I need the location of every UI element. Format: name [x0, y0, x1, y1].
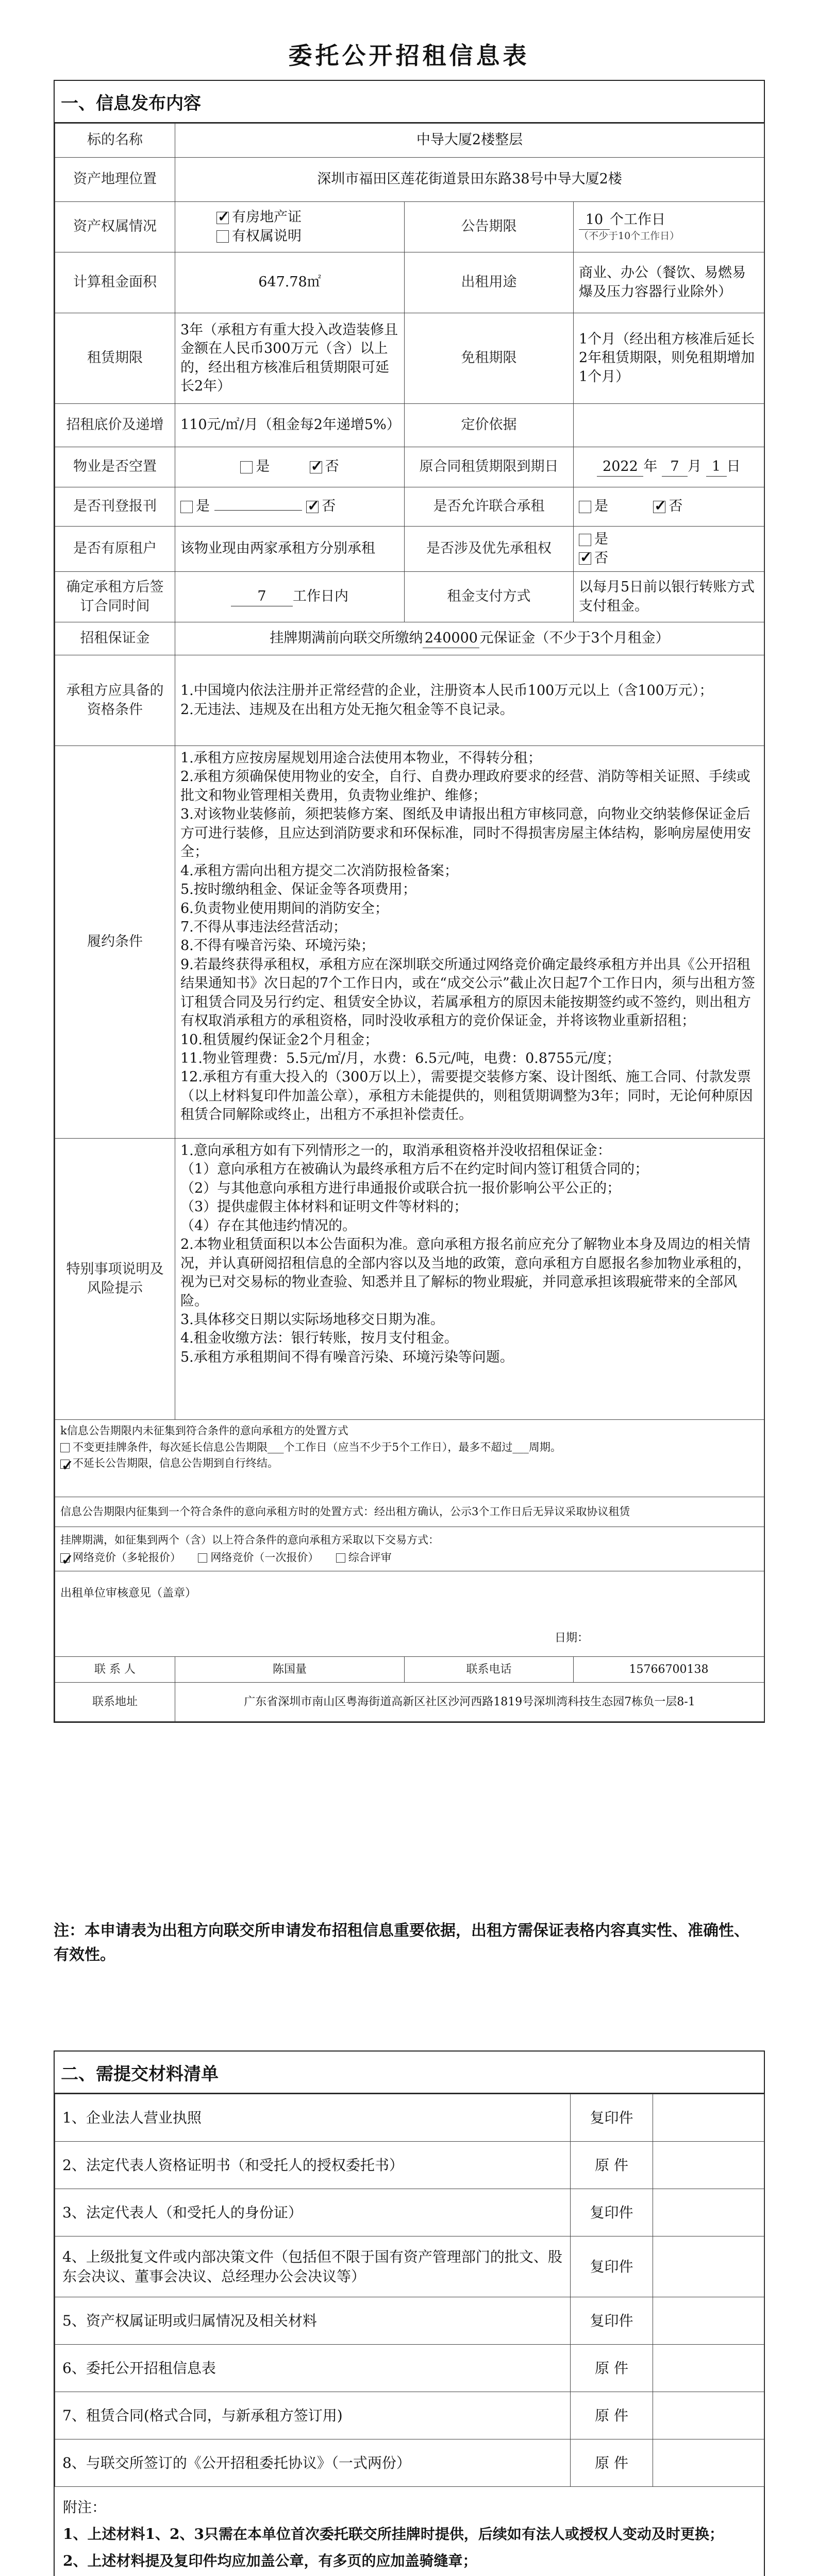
deposit-value — [175, 622, 764, 655]
qualification-value — [175, 655, 764, 746]
form-title: 委托公开招租信息表 — [288, 42, 530, 70]
material-name: 2、法定代表人资格证明书（和受托人的授权委托书） — [55, 2142, 571, 2189]
name-value: 中导大厦2楼整层 — [175, 124, 764, 158]
material-name: 3、法定代表人（和受托人的身份证） — [55, 2189, 571, 2236]
expiry-y: 年 — [643, 458, 658, 474]
bid-opt2-label: 网络竞价（一次报价） — [210, 1551, 319, 1564]
announce-unit: 个工作日 — [610, 211, 665, 228]
address-value: 广东省深圳市南山区粤海街道高新区社区沙河西路1819号深圳湾科技生态园7栋负一层8-1 — [175, 1683, 764, 1722]
area-label: 计算租金面积 — [55, 252, 175, 313]
tenant-label: 是否有原租户 — [55, 527, 175, 572]
special-label: 特别事项说明及风险提示 — [55, 1139, 175, 1420]
vacant-options — [175, 447, 405, 487]
deposit-prefix: 挂牌期满前向联交所缴纳 — [270, 630, 423, 646]
special-line: 4.租金收缴方法：银行转账，按月支付租金。 — [180, 1330, 458, 1347]
section-info-content — [54, 80, 765, 1723]
qualification-line: 2.无违法、违规及在出租方处无拖欠租金等不良记录。 — [180, 701, 514, 718]
special-line: （3）提供虚假主体材料和证明文件等材料的； — [180, 1199, 468, 1215]
sign-days: 7 — [231, 587, 293, 606]
joint-no-checkbox[interactable] — [653, 501, 665, 513]
free-label: 免租期限 — [405, 313, 574, 404]
contact-label: 联 系 人 — [55, 1657, 175, 1683]
priority-yes-checkbox[interactable] — [579, 534, 591, 546]
bid-opt3-label: 综合评审 — [348, 1551, 392, 1564]
special-line: 5.承租方承租期间不得有噪音污染、环境污染等问题。 — [180, 1349, 514, 1365]
expiry-day: 1 — [706, 457, 727, 477]
approval-cell — [55, 1571, 764, 1657]
material-name: 1、企业法人营业执照 — [55, 2094, 571, 2142]
ownership-opt1-label: 有房地产证 — [232, 209, 302, 226]
vacant-label: 物业是否空置 — [55, 447, 175, 487]
priority-yes-label: 是 — [594, 531, 608, 548]
sign-label: 确定承租方后签订合同时间 — [55, 572, 175, 622]
expiry-d: 日 — [726, 458, 741, 474]
material-check[interactable] — [653, 2094, 764, 2142]
performance-value — [175, 746, 764, 1139]
use-value: 商业、办公（餐饮、易燃易爆及压力容器行业除外） — [574, 252, 764, 313]
section-materials — [54, 2050, 765, 2576]
bid-opt1-label: 网络竞价（多轮报价） — [73, 1551, 181, 1564]
price-value: 110元/㎡/月（租金每2年递增5%） — [175, 404, 405, 447]
priority-label: 是否涉及优先承租权 — [405, 527, 574, 572]
address-label: 联系地址 — [55, 1683, 175, 1722]
performance-line: 12.承租方有重大投入的（300万以上），需要提交装修方案、设计图纸、施工合同、付款发票（以上材料复印件加盖公章），承租方未能提供的，则租赁期调整为3年；同时，无论何种原因租赁合同解除或终止，出租方不承担补偿责任。 — [180, 1069, 753, 1123]
material-name: 8、与联交所签订的《公开招租委托协议》（一式两份） — [55, 2439, 571, 2487]
special-value — [175, 1139, 764, 1420]
single-bidder-handling: 信息公告期限内征集到一个符合条件的意向承租方时的处置方式：经出租方确认，公示3个工作日后无异议采取协议租赁 — [55, 1497, 764, 1527]
joint-options — [574, 487, 764, 527]
bid-opt3-checkbox[interactable] — [336, 1553, 345, 1563]
k-opt1-label: 不变更挂牌条件，每次延长信息公告期限___个工作日（应当不少于5个工作日），最多不超过___周期。 — [73, 1440, 561, 1453]
sign-unit: 工作日内 — [293, 588, 348, 604]
area-value: 647.78㎡ — [175, 252, 405, 313]
material-check[interactable] — [653, 2142, 764, 2189]
expiry-value — [574, 447, 764, 487]
bid-title: 挂牌期满，如征集到两个（含）以上符合条件的意向承租方采取以下交易方式： — [60, 1533, 439, 1546]
tenant-value: 该物业现由两家承租方分别承租 — [175, 527, 405, 572]
sign-value — [175, 572, 405, 622]
expiry-label: 原合同租赁期限到期日 — [405, 447, 574, 487]
k-opt2-checkbox[interactable] — [60, 1460, 70, 1469]
k-opt2-label: 不延长公告期限，信息公告期到自行终结。 — [73, 1457, 278, 1469]
section2-heading: 二、需提交材料清单 — [55, 2052, 764, 2094]
payment-value: 以每月5日前以银行转账方式支付租金。 — [574, 572, 764, 622]
listed-yes-label: 是 — [196, 498, 210, 515]
location-label: 资产地理位置 — [55, 158, 175, 202]
announce-note: （不少于10个工作日） — [579, 230, 680, 242]
pricing-basis-value — [574, 404, 764, 447]
table-note: 注：本申请表为出租方向联交所申请发布招租信息重要依据，出租方需保证表格内容真实性、准确性、有效性。 — [54, 1922, 749, 1964]
expiry-handling — [55, 1420, 764, 1497]
performance-line: 8.不得有噪音污染、环境污染； — [180, 938, 375, 954]
material-check[interactable] — [653, 2236, 764, 2297]
material-name: 4、上级批复文件或内部决策文件（包括但不限于国有资产管理部门的批文、股东会决议、董事会决议、总经理办公会决议等） — [55, 2236, 571, 2297]
material-name: 7、租赁合同(格式合同，与新承租方签订用) — [55, 2392, 571, 2439]
material-type: 原 件 — [571, 2392, 653, 2439]
payment-label: 租金支付方式 — [405, 572, 574, 622]
performance-line: 11.物业管理费：5.5元/㎡/月，水费：6.5元/吨，电费：0.8755元/度； — [180, 1050, 621, 1066]
location-value: 深圳市福田区莲花街道景田东路38号中导大厦2楼 — [175, 158, 764, 202]
vacant-no-checkbox[interactable] — [310, 461, 322, 473]
priority-no-checkbox[interactable] — [579, 552, 591, 565]
material-check[interactable] — [653, 2189, 764, 2236]
pricing-basis-label: 定价依据 — [405, 404, 574, 447]
special-line: 3.具体移交日期以实际场地移交日期为准。 — [180, 1311, 444, 1328]
section1-heading: 一、信息发布内容 — [55, 81, 764, 123]
material-check[interactable] — [653, 2345, 764, 2392]
deposit-label: 招租保证金 — [55, 622, 175, 655]
bid-opt2-checkbox[interactable] — [198, 1553, 207, 1563]
date-label: 日期： — [554, 1632, 589, 1645]
announce-value-cell — [574, 202, 764, 252]
performance-line: 2.承租方须确保使用物业的安全，自行、自费办理政府要求的经营、消防等相关证照、手续或批文和物业管理相关费用，负责物业维护、维修； — [180, 769, 750, 804]
material-type: 复印件 — [571, 2236, 653, 2297]
priority-no-label: 否 — [594, 550, 608, 566]
joint-label: 是否允许联合承租 — [405, 487, 574, 527]
performance-line: 7.不得从事违法经营活动； — [180, 919, 347, 935]
special-line: （4）存在其他违约情况的。 — [180, 1217, 357, 1234]
phone-label: 联系电话 — [405, 1657, 574, 1683]
attach-title: 附注： — [63, 2499, 107, 2516]
free-value: 1个月（经出租方核准后延长2年租赁期限，则免租期增加1个月） — [574, 313, 764, 404]
listed-options — [175, 487, 405, 527]
name-label: 标的名称 — [55, 124, 175, 158]
expiry-m: 月 — [688, 458, 702, 474]
performance-line: 9.若最终获得承租权，承租方应在深圳联交所通过网络竞价确定最终承租方并出具《公开招租结果通知书》次日起的7个工作日内，或在“成交公示”截止次日起7个工作日内，须与出租方签订租赁合同及另行约定、租赁安全协议，若属承租方的原因未能按期签约或不签约，则出租方有权取消承租方的承租资格，同时没收承租方的竞价保证金，并将该物业重新招租； — [180, 956, 755, 1029]
material-name: 5、资产权属证明或归属情况及相关材料 — [55, 2297, 571, 2345]
lease-label: 租赁期限 — [55, 313, 175, 404]
k-title: k信息公告期限内未征集到符合条件的意向承租方的处置方式 — [60, 1425, 348, 1437]
ownership-statement-checkbox[interactable] — [216, 230, 229, 243]
material-check[interactable] — [653, 2297, 764, 2345]
special-line: 1.意向承租方如有下列情形之一的，取消承租资格并没收招租保证金： — [180, 1143, 611, 1159]
performance-label: 履约条件 — [55, 746, 175, 1139]
qualification-line: 1.中国境内依法注册并正常经营的企业，注册资本人民币100万元以上（含100万元）； — [180, 683, 713, 699]
deposit-amount: 240000 — [423, 629, 479, 648]
bid-method — [55, 1527, 764, 1571]
performance-line: 3.对该物业装修前，须把装修方案、图纸及申请报出租方审核同意，向物业交纳装修保证金后方可进行装修，且应达到消防要求和环保标准，同时不得损害房屋主体结构，影响房屋使用安全； — [180, 806, 751, 860]
listed-no-label: 否 — [322, 498, 336, 515]
listed-yes-checkbox[interactable] — [180, 501, 193, 513]
listed-label: 是否刊登报刊 — [55, 487, 175, 527]
ownership-options — [175, 202, 405, 252]
vacant-no-label: 否 — [325, 459, 339, 475]
vacant-yes-label: 是 — [256, 459, 270, 475]
phone-value: 15766700138 — [574, 1657, 764, 1683]
special-line: 2.本物业租赁面积以本公告面积为准。意向承租方报名前应充分了解物业本身及周边的相关情况，并认真研阅招租信息的全部内容以及当地的政策，意向承租方自愿报名参加物业承租的，视为已对交易标的物业查验、知悉并且了解标的物业瑕疵，并同意承担该瑕疵带来的全部风险。 — [180, 1236, 751, 1309]
qualification-label: 承租方应具备的资格条件 — [55, 655, 175, 746]
material-type: 复印件 — [571, 2094, 653, 2142]
material-check[interactable] — [653, 2439, 764, 2487]
info-table — [55, 123, 764, 1722]
performance-line: 4.承租方需向出租方提交二次消防报检备案； — [180, 862, 458, 879]
expiry-year: 2022 — [597, 457, 643, 477]
approval-label: 出租单位审核意见（盖章） — [60, 1587, 197, 1600]
performance-line: 10.租赁履约保证金2个月租金； — [180, 1031, 379, 1048]
joint-yes-checkbox[interactable] — [579, 501, 591, 513]
announce-label: 公告期限 — [405, 202, 574, 252]
material-type: 原 件 — [571, 2439, 653, 2487]
k-opt1-checkbox[interactable] — [60, 1443, 70, 1452]
performance-line: 1.承租方应按房屋规划用途合法使用本物业，不得转分租； — [180, 750, 542, 766]
performance-line: 5.按时缴纳租金、保证金等各项费用； — [180, 882, 416, 898]
bid-opt1-checkbox[interactable] — [60, 1553, 70, 1563]
material-check[interactable] — [653, 2392, 764, 2439]
material-type: 原 件 — [571, 2142, 653, 2189]
priority-options — [574, 527, 764, 572]
joint-no-label: 否 — [669, 498, 683, 515]
material-type: 原 件 — [571, 2345, 653, 2392]
lease-value: 3年（承租方有重大投入改造装修且金额在人民币300万元（含）以上的，经出租方核准后租赁期限可延长2年） — [175, 313, 405, 404]
contact-value: 陈国量 — [175, 1657, 405, 1683]
listed-no-checkbox[interactable] — [306, 501, 319, 513]
use-label: 出租用途 — [405, 252, 574, 313]
ownership-certificate-checkbox[interactable] — [216, 212, 229, 224]
performance-line: 6.负责物业使用期间的消防安全； — [180, 900, 389, 917]
material-type: 复印件 — [571, 2297, 653, 2345]
special-line: （1）意向承租方在被确认为最终承租方后不在约定时间内签订租赁合同的； — [180, 1161, 649, 1178]
special-line: （2）与其他意向承租方进行串通报价或联合抗一报价影响公平公正的； — [180, 1180, 621, 1196]
material-name: 6、委托公开招租信息表 — [55, 2345, 571, 2392]
expiry-month: 7 — [662, 457, 688, 477]
vacant-yes-checkbox[interactable] — [240, 461, 253, 473]
joint-yes-label: 是 — [594, 498, 608, 515]
attach-line — [63, 2574, 756, 2576]
price-label: 招租底价及递增 — [55, 404, 175, 447]
announce-days: 10 — [579, 211, 610, 230]
ownership-opt2-label: 有权属说明 — [232, 228, 302, 244]
attach-line: 2、上述材料提及复印件均应加盖公章，有多页的应加盖骑缝章； — [63, 2552, 477, 2569]
attach-line: 1、上述材料1、2、3只需在本单位首次委托联交所挂牌时提供，后续如有法人或授权人变动及时更换； — [63, 2525, 724, 2543]
material-type: 复印件 — [571, 2189, 653, 2236]
ownership-label: 资产权属情况 — [55, 202, 175, 252]
deposit-suffix: 元保证金（不少于3个月租金） — [479, 630, 670, 646]
materials-table — [55, 2094, 764, 2487]
attachment-notes — [55, 2487, 764, 2576]
